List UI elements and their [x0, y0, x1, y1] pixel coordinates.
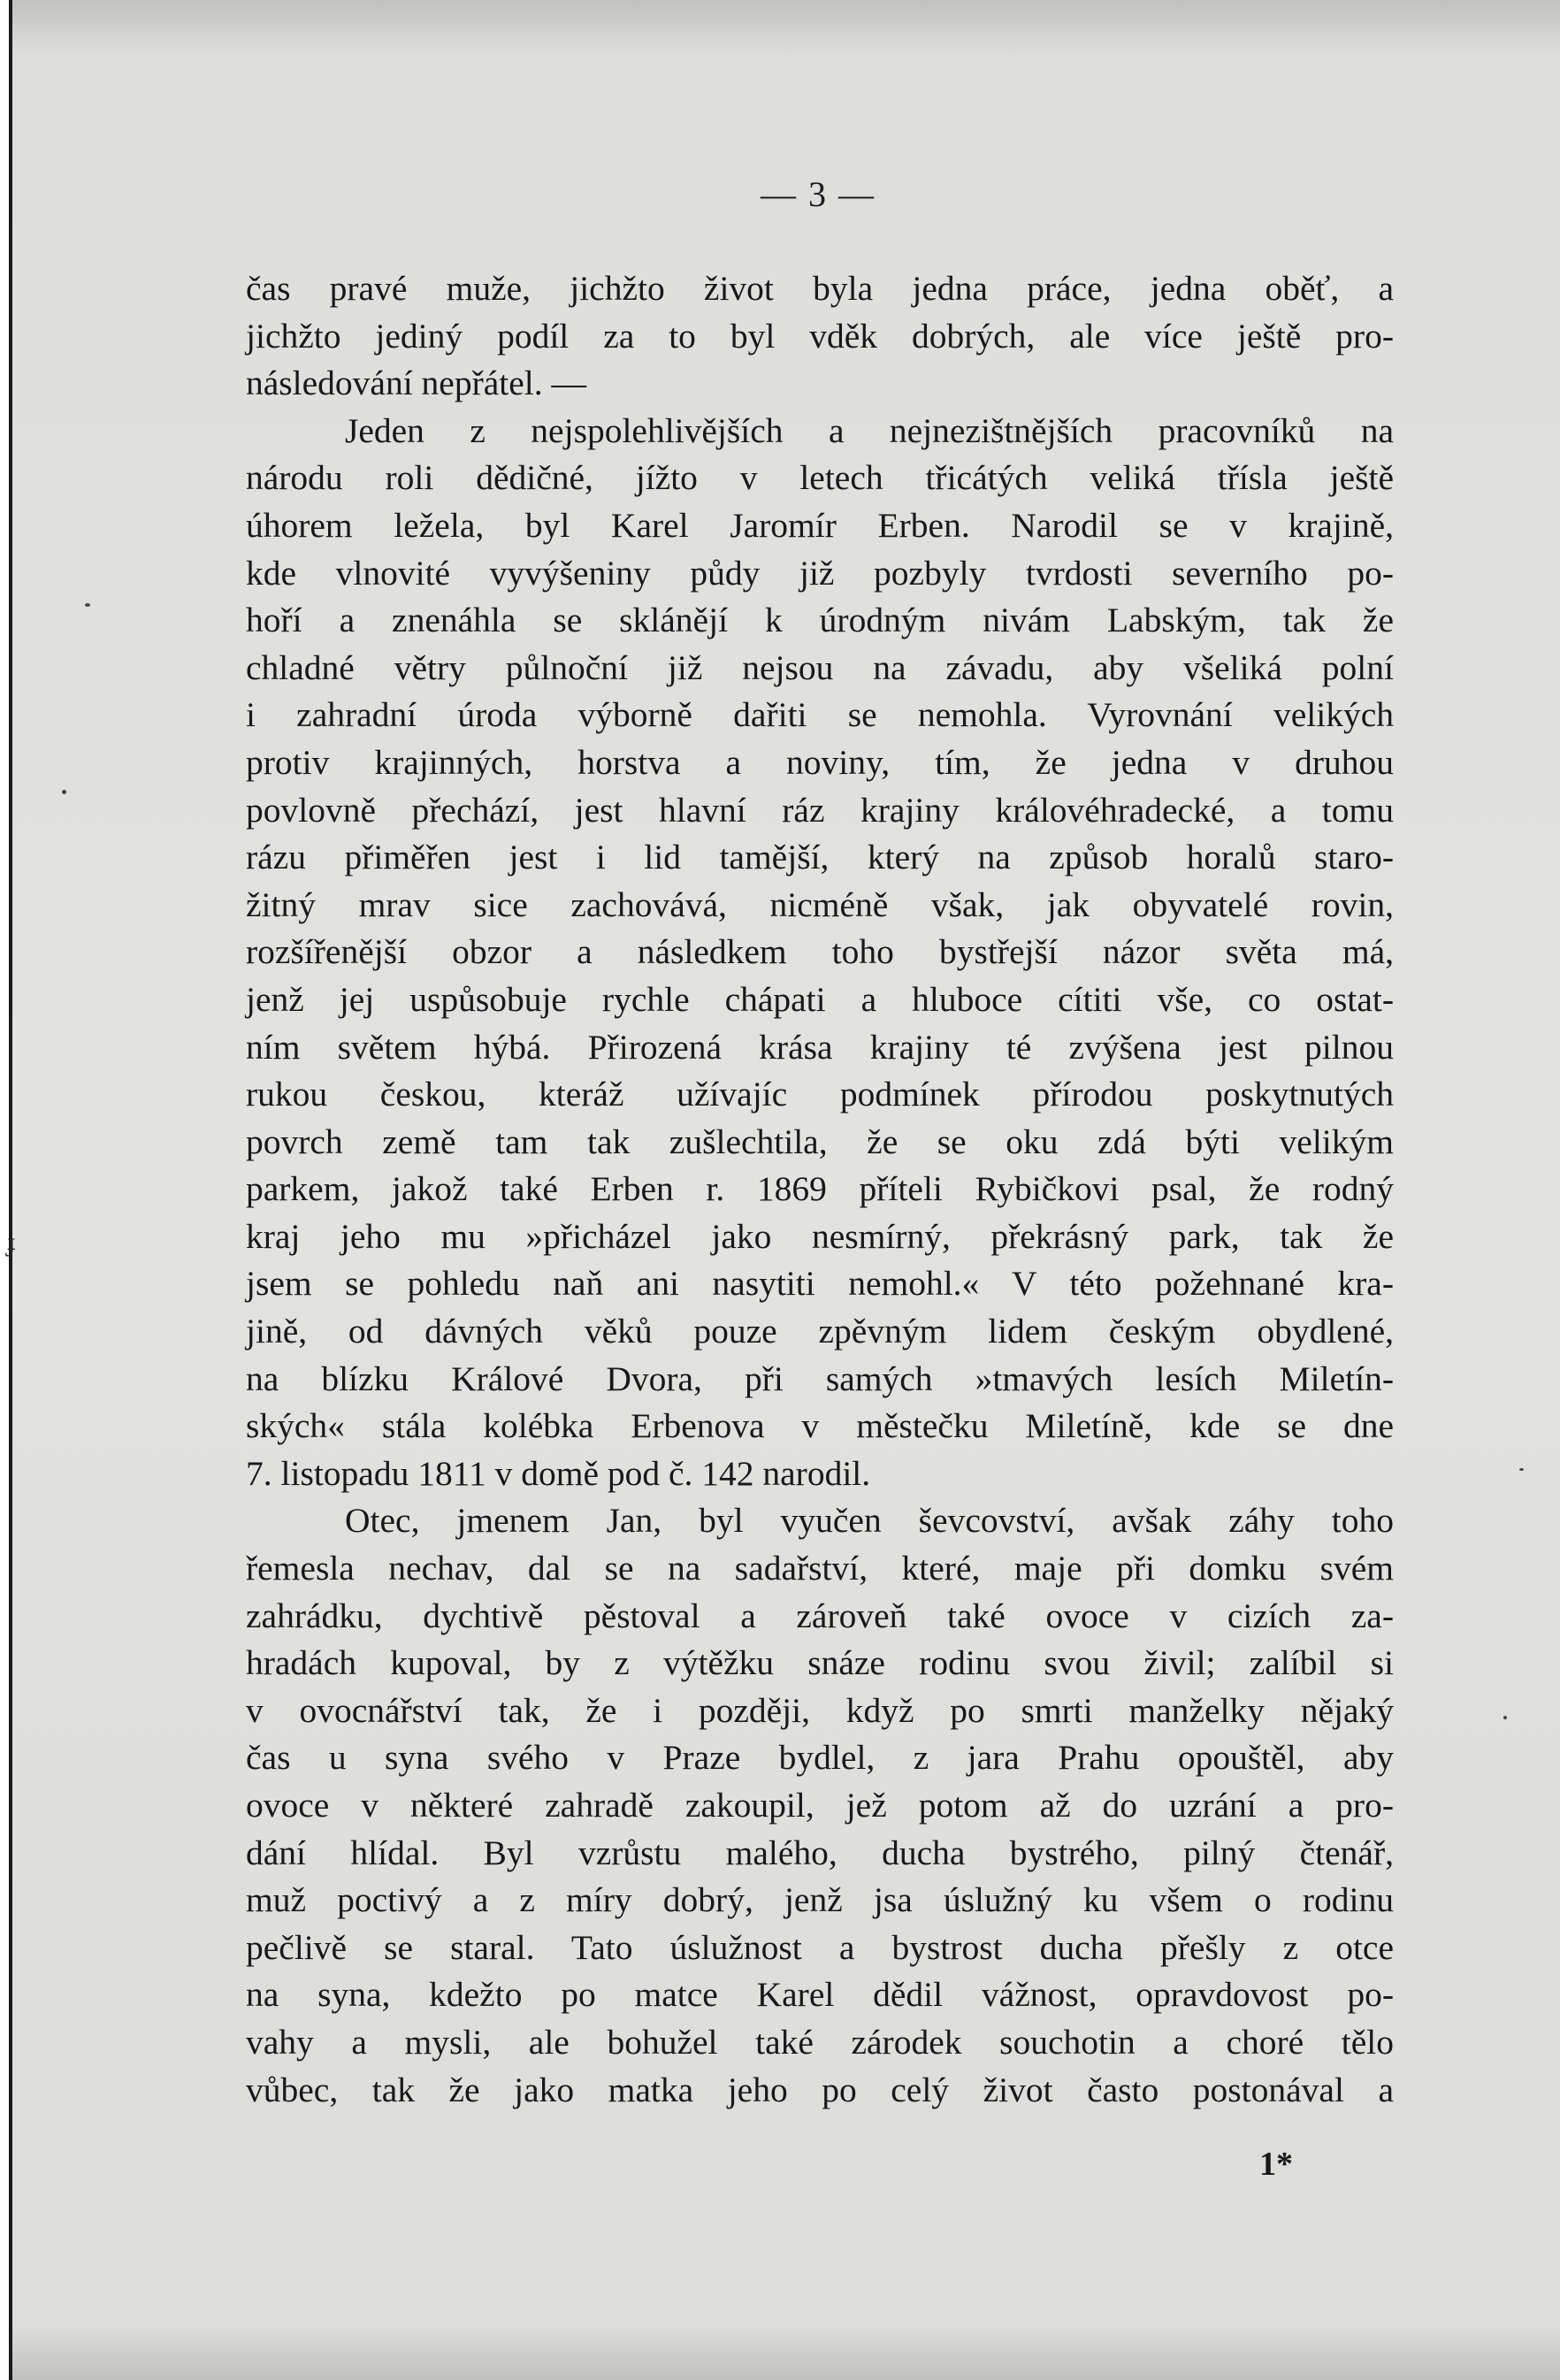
text-line: 7. listopadu 1811 v domě pod č. 142 narodil.	[246, 1453, 871, 1493]
text-line: zahrádku, dychtivě pěstoval a zároveň také ovoce v cizích za-	[246, 1596, 1394, 1635]
top-scan-shadow	[12, 0, 1560, 53]
text-line: parkem, jakož také Erben r. 1869 příteli Rybičkovi psal, že rodný	[246, 1169, 1394, 1209]
text-line: na syna, kdežto po matce Karel dědil vážnost, opravdovost po-	[246, 1975, 1394, 2015]
text-line: dání hlídal. Byl vzrůstu malého, ducha bystrého, pilný čtenář,	[246, 1833, 1394, 1872]
text-line: muž poctivý a z míry dobrý, jenž jsa úslužný ku všem o rodinu	[246, 1880, 1394, 1920]
text-line: jenž jej uspůsobuje rychle chápati a hluboce cítiti vše, co ostat-	[246, 979, 1394, 1019]
scan-speck	[62, 790, 66, 794]
text-line: následování nepřátel. —	[246, 364, 586, 403]
text-line: ovoce v některé zahradě zakoupil, jež potom až do uzrání a pro-	[246, 1786, 1394, 1825]
text-line: jsem se pohledu naň ani nasytiti nemohl.« V této požehnané kra-	[246, 1264, 1394, 1304]
scan-speck	[85, 603, 90, 607]
text-line: vahy a mysli, ale bohužel také zárodek souchotin a choré tělo	[246, 2022, 1394, 2062]
text-line: kraj jeho mu »přicházel jako nesmírný, překrásný park, tak že	[246, 1216, 1394, 1256]
binding-edge	[0, 0, 12, 2380]
text-line: v ovocnářství tak, že i později, když po smrti manželky nějaký	[246, 1690, 1394, 1730]
text-line: vůbec, tak že jako matka jeho po celý život často postonával a	[246, 2070, 1394, 2109]
text-line: jině, od dávných věků pouze zpěvným lidem českým obydlené,	[246, 1312, 1394, 1351]
text-line: řemesla nechav, dal se na sadařství, které, maje při domku svém	[246, 1549, 1394, 1588]
text-line: čas pravé muže, jichžto život byla jedna práce, jedna oběť, a	[246, 269, 1394, 308]
text-line: protiv krajinných, horstva a noviny, tím, že jedna v druhou	[246, 742, 1394, 782]
text-line: ním světem hýbá. Přirozená krása krajiny té zvýšena jest pilnou	[246, 1027, 1394, 1067]
text-line: povrch země tam tak zušlechtila, že se oku zdá býti velikým	[246, 1121, 1394, 1161]
text-line: i zahradní úroda výborně dařiti se nemohla. Vyrovnání velikých	[246, 695, 1394, 735]
text-line: rozšířenější obzor a následkem toho bystřejší názor světa má,	[246, 932, 1394, 972]
scan-speck	[1503, 1716, 1507, 1719]
page-number: — 3 —	[761, 174, 876, 214]
text-line: národu roli dědičné, jížto v letech třicátých veliká třísla ještě	[246, 458, 1394, 498]
text-line: Otec, jmenem Jan, byl vyučen ševcovství, avšak záhy toho	[345, 1501, 1394, 1541]
text-line: jichžto jediný podíl za to byl vděk dobrých, ale více ještě pro-	[246, 316, 1394, 356]
margin-mark-icon: ɟ	[7, 1228, 16, 1257]
text-line: na blízku Králové Dvora, při samých »tmavých lesích Miletín-	[246, 1358, 1394, 1398]
text-line: hoří a znenáhla se sklánějí k úrodným nivám Labským, tak že	[246, 601, 1394, 640]
body-text	[246, 265, 1394, 2114]
signature-mark: 1*	[1259, 2146, 1293, 2183]
text-line: rázu přiměřen jest i lid tamější, který na způsob horalů staro-	[246, 838, 1394, 877]
text-line: hradách kupoval, by z výtěžku snáze rodinu svou živil; zalíbil si	[246, 1643, 1394, 1683]
text-line: čas u syna svého v Praze bydlel, z jara Prahu opouštěl, aby	[246, 1738, 1394, 1778]
text-line: žitný mrav sice zachovává, nicméně však, jak obyvatelé rovin,	[246, 884, 1394, 924]
text-line: úhorem ležela, byl Karel Jaromír Erben. Narodil se v krajině,	[246, 505, 1394, 545]
text-line: kde vlnovité vyvýšeniny půdy již pozbyly tvrdosti severního po-	[246, 553, 1394, 593]
text-line: Jeden z nejspolehlivějších a nejnezištnějších pracovníků na	[345, 410, 1394, 450]
text-line: chladné větry půlnoční již nejsou na závadu, aby všeliká polní	[246, 647, 1394, 687]
bottom-scan-shadow	[12, 2327, 1560, 2380]
scan-speck	[1519, 1468, 1524, 1471]
text-line: povlovně přechází, jest hlavní ráz krajiny královéhradecké, a tomu	[246, 790, 1394, 830]
text-line: pečlivě se staral. Tato úslužnost a bystrost ducha přešly z otce	[246, 1927, 1394, 1967]
text-line: ských« stála kolébka Erbenova v městečku Miletíně, kde se dne	[246, 1406, 1394, 1446]
text-line: rukou českou, kteráž užívajíc podmínek přírodou poskytnutých	[246, 1075, 1394, 1114]
